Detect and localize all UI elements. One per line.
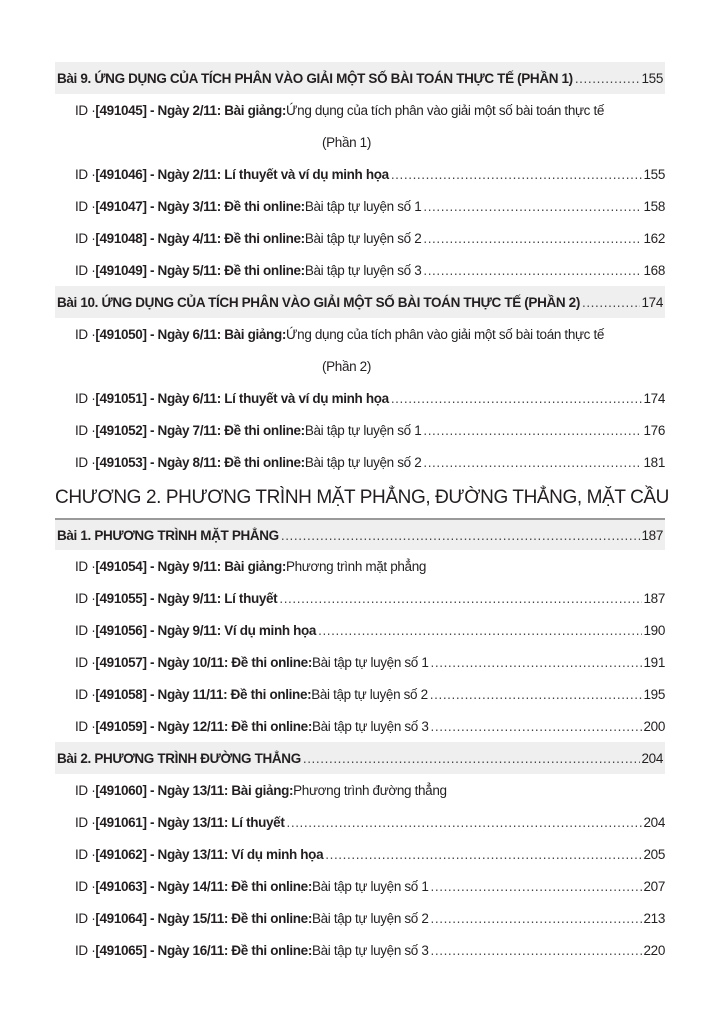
entry-id-prefix: ID ·: [75, 654, 96, 670]
toc-entry[interactable]: [55, 446, 665, 478]
entry-text: Bài tập tự luyện số 2: [312, 910, 429, 926]
page-number: 155: [643, 166, 665, 182]
entry-text: Bài tập tự luyện số 2: [311, 686, 428, 702]
toc-entry-continuation: [55, 126, 665, 158]
entry-id-prefix: ID ·: [75, 622, 96, 638]
entry-id-prefix: ID ·: [75, 558, 96, 574]
toc-entry[interactable]: [55, 190, 665, 222]
page-number: 204: [643, 814, 665, 830]
toc-entry[interactable]: [55, 646, 665, 678]
entry-code: [491065] - Ngày 16/11: Đề thi online:: [95, 942, 312, 958]
toc-entry[interactable]: [55, 254, 665, 286]
dot-leader: [582, 295, 640, 310]
entry-text: Bài tập tự luyện số 3: [312, 718, 429, 734]
toc-entry[interactable]: [55, 94, 665, 126]
toc-entry[interactable]: [55, 582, 665, 614]
dot-leader: [391, 391, 642, 406]
page-number: 205: [643, 846, 665, 862]
entry-id-prefix: ID ·: [75, 422, 96, 438]
entry-text-continued: (Phần 1): [322, 134, 371, 150]
entry-text: Ứng dụng của tích phân vào giải một số bài toán thực tế: [286, 102, 605, 118]
entry-code: [491063] - Ngày 14/11: Đề thi online:: [95, 878, 312, 894]
page-number: 213: [643, 910, 665, 926]
dot-leader: [431, 655, 642, 670]
entry-code: [491049] - Ngày 5/11: Đề thi online:: [95, 262, 305, 278]
entry-id-prefix: ID ·: [75, 230, 96, 246]
toc-entry[interactable]: [55, 806, 665, 838]
entry-text: Phương trình mặt phẳng: [286, 558, 427, 574]
page-number: 174: [641, 294, 663, 310]
page-number: 187: [641, 527, 663, 543]
entry-id-prefix: ID ·: [75, 166, 96, 182]
page-number: 190: [643, 622, 665, 638]
dot-leader: [431, 911, 642, 926]
entry-id-prefix: ID ·: [75, 878, 96, 894]
entry-code: [491055] - Ngày 9/11: Lí thuyết: [95, 590, 278, 606]
toc-section-heading[interactable]: [55, 62, 665, 94]
toc-section-heading[interactable]: [55, 286, 665, 318]
entry-id-prefix: ID ·: [75, 846, 96, 862]
page-number: 187: [643, 590, 665, 606]
section-title: Bài 1. PHƯƠNG TRÌNH MẶT PHẲNG: [57, 527, 279, 543]
page-number: 162: [643, 230, 665, 246]
entry-code: [491064] - Ngày 15/11: Đề thi online:: [95, 910, 312, 926]
entry-id-prefix: ID ·: [75, 942, 96, 958]
entry-code: [491045] - Ngày 2/11: Bài giảng:: [95, 102, 286, 118]
entry-text: Bài tập tự luyện số 1: [304, 422, 422, 438]
entry-text: Bài tập tự luyện số 2: [304, 230, 422, 246]
page-number: 220: [643, 942, 665, 958]
toc-entry[interactable]: [55, 550, 665, 582]
page-number: 195: [643, 686, 665, 702]
entry-id-prefix: ID ·: [75, 102, 96, 118]
entry-id-prefix: ID ·: [75, 686, 96, 702]
entry-id-prefix: ID ·: [75, 262, 96, 278]
dot-leader: [423, 263, 641, 278]
entry-id-prefix: ID ·: [75, 782, 96, 798]
toc-entry[interactable]: [55, 934, 665, 966]
entry-id-prefix: ID ·: [75, 326, 96, 342]
toc-entry[interactable]: [55, 318, 665, 350]
toc-entry[interactable]: [55, 678, 665, 710]
entry-code: [491053] - Ngày 8/11: Đề thi online:: [95, 454, 305, 470]
dot-leader: [279, 591, 641, 606]
entry-code: [491057] - Ngày 10/11: Đề thi online:: [95, 654, 312, 670]
toc-entry[interactable]: [55, 710, 665, 742]
dot-leader: [431, 719, 642, 734]
dot-leader: [423, 199, 641, 214]
page-number: 174: [643, 390, 665, 406]
entry-text: Bài tập tự luyện số 1: [304, 198, 422, 214]
page-number: 176: [643, 422, 665, 438]
entry-code: [491056] - Ngày 9/11: Ví dụ minh họa: [95, 622, 317, 638]
dot-leader: [287, 815, 642, 830]
page-number: 155: [641, 70, 663, 86]
entry-id-prefix: ID ·: [75, 198, 96, 214]
entry-text: Ứng dụng của tích phân vào giải một số bài toán thực tế: [286, 326, 605, 342]
dot-leader: [431, 943, 642, 958]
toc-entry[interactable]: [55, 222, 665, 254]
toc-entry-continuation: [55, 350, 665, 382]
page-number: 191: [643, 654, 665, 670]
entry-text: Bài tập tự luyện số 1: [312, 654, 429, 670]
page-number: 200: [643, 718, 665, 734]
page-number: 207: [643, 878, 665, 894]
dot-leader: [303, 751, 640, 766]
entry-code: [491054] - Ngày 9/11: Bài giảng:: [95, 558, 286, 574]
section-title: Bài 2. PHƯƠNG TRÌNH ĐƯỜNG THẲNG: [57, 750, 301, 766]
dot-leader: [325, 847, 641, 862]
entry-id-prefix: ID ·: [75, 454, 96, 470]
dot-leader: [423, 423, 641, 438]
entry-code: [491061] - Ngày 13/11: Lí thuyết: [95, 814, 285, 830]
page-number: 168: [643, 262, 665, 278]
toc-entry[interactable]: [55, 870, 665, 902]
entry-text: Bài tập tự luyện số 3: [304, 262, 422, 278]
entry-text: Bài tập tự luyện số 2: [304, 454, 422, 470]
entry-code: [491058] - Ngày 11/11: Đề thi online:: [95, 686, 312, 702]
entry-code: [491052] - Ngày 7/11: Đề thi online:: [95, 422, 305, 438]
dot-leader: [430, 687, 642, 702]
entry-id-prefix: ID ·: [75, 590, 96, 606]
toc-entry[interactable]: [55, 382, 665, 414]
section-title: Bài 10. ỨNG DỤNG CỦA TÍCH PHÂN VÀO GIẢI MỘT SỐ BÀI TOÁN THỰC TẾ (PHẦN 2): [57, 294, 580, 310]
entry-code: [491046] - Ngày 2/11: Lí thuyết và ví dụ minh họa: [95, 166, 389, 182]
dot-leader: [318, 623, 641, 638]
entry-text-continued: (Phần 2): [322, 358, 371, 374]
page-number: 158: [643, 198, 665, 214]
entry-code: [491047] - Ngày 3/11: Đề thi online:: [95, 198, 305, 214]
entry-code: [491060] - Ngày 13/11: Bài giảng:: [95, 782, 294, 798]
dot-leader: [575, 71, 640, 86]
entry-text: Bài tập tự luyện số 3: [312, 942, 429, 958]
dot-leader: [391, 167, 642, 182]
entry-text: Phương trình đường thẳng: [293, 782, 447, 798]
entry-text: Bài tập tự luyện số 1: [312, 878, 429, 894]
entry-id-prefix: ID ·: [75, 814, 96, 830]
page-number: 204: [641, 750, 663, 766]
toc-section-heading[interactable]: [55, 742, 665, 774]
entry-id-prefix: ID ·: [75, 910, 96, 926]
entry-code: [491050] - Ngày 6/11: Bài giảng:: [95, 326, 286, 342]
toc-entry[interactable]: [55, 158, 665, 190]
entry-code: [491059] - Ngày 12/11: Đề thi online:: [95, 718, 312, 734]
entry-id-prefix: ID ·: [75, 718, 96, 734]
toc-section-heading[interactable]: [55, 518, 665, 550]
entry-id-prefix: ID ·: [75, 390, 96, 406]
toc-entry[interactable]: [55, 414, 665, 446]
chapter-title: CHƯƠNG 2. PHƯƠNG TRÌNH MẶT PHẲNG, ĐƯỜNG THẲNG, MẶT CẦU: [55, 487, 669, 508]
dot-leader: [281, 528, 640, 543]
section-title: Bài 9. ỨNG DỤNG CỦA TÍCH PHÂN VÀO GIẢI MỘT SỐ BÀI TOÁN THỰC TẾ (PHẦN 1): [57, 70, 573, 86]
entry-code: [491051] - Ngày 6/11: Lí thuyết và ví dụ minh họa: [95, 390, 389, 406]
dot-leader: [423, 231, 641, 246]
toc-entry[interactable]: [55, 902, 665, 934]
toc-entry[interactable]: [55, 774, 665, 806]
toc-entry[interactable]: [55, 614, 665, 646]
table-of-contents: [55, 62, 669, 966]
dot-leader: [431, 879, 642, 894]
dot-leader: [423, 455, 641, 470]
entry-code: [491062] - Ngày 13/11: Ví dụ minh họa: [95, 846, 324, 862]
toc-entry[interactable]: [55, 838, 665, 870]
entry-code: [491048] - Ngày 4/11: Đề thi online:: [95, 230, 305, 246]
page-number: 181: [643, 454, 665, 470]
